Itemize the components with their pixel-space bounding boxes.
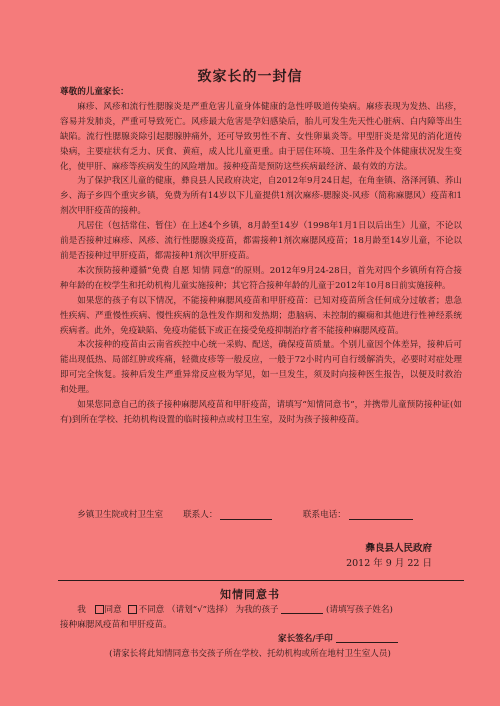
- letter-paragraph-1: 麻疹、风疹和流行性腮腺炎是严重危害儿童身体健康的急性呼吸道传染病。麻疹表现为发热、出疹，容易并发肺炎，严重可导致死亡。风疹最大危害是孕妇感染后，胎儿可发生先天性心脏病、白内障等出生缺陷。流行性腮腺炎除引起腮腺肿痛外，还可导致男性不育、女性卵巢炎等。甲型肝炎是常见的消化道传染病，主要症状有乏力、厌食、黄疸，成人比儿童更重。由于居住环境、卫生条件及个体健康状况发生变化，使甲肝、麻疹等疾病发生的风险增加。接种疫苗是预防这些疾病最经济、最有效的方法。: [60, 101, 462, 172]
- letter-paragraph-2: 为了保护我区儿童的健康，彝良县人民政府决定，自2012年9月24日起，在角奎镇、洛泽河镇、荞山乡、海子乡四个重灾乡镇，免费为所有14岁以下儿童提供1剂次麻疹-腮腺炎-风疹（简称麻腮风）疫苗和1剂次甲肝疫苗的接种。: [60, 176, 462, 217]
- agree-label: 同意: [104, 605, 122, 615]
- contact-org: 乡镇卫生院或村卫生室: [77, 510, 164, 520]
- parent-signature-field[interactable]: [336, 634, 398, 643]
- parent-signature-label: 家长签名/手印: [278, 634, 333, 644]
- letter-paragraph-5: 如果您的孩子有以下情况，不能接种麻腮风疫苗和甲肝疫苗：已知对疫苗所含任何成分过敏者；患急性疾病、严重慢性疾病、慢性疾病的急性发作期和发热期；患脑病、未控制的癫痫和其他进行性神经系统疾病者。此外，免疫缺陷、免疫功能低下或正在接受免疫抑制治疗者不能接种麻腮风疫苗。: [60, 295, 462, 336]
- consent-note: (请家长将此知情同意书交孩子所在学校、托幼机构或所在地村卫生室人员): [109, 649, 391, 659]
- child-name-field[interactable]: [281, 605, 323, 614]
- letter-paragraph-4: 本次预防接种遵循“免费 自愿 知情 同意”的原则。2012年9月24-28日，首先对四个乡镇所有符合接种年龄的在校学生和托幼机构儿童实施接种；其它符合接种年龄的儿童于2012年10月8日前实施接种。: [60, 265, 462, 291]
- letter-date: 2012 年 9 月 22 日: [346, 558, 432, 569]
- consent-suffix-text: (请填写孩子姓名): [326, 605, 393, 615]
- consent-line-2: 接种麻腮风疫苗和甲肝疫苗。: [60, 620, 172, 630]
- disagree-checkbox[interactable]: [128, 605, 137, 614]
- letter-greeting: 尊敬的儿童家长：: [60, 87, 129, 97]
- contact-line: [60, 508, 460, 520]
- contact-phone-label: 联系电话：: [302, 510, 346, 520]
- consent-title: 知情同意书: [220, 588, 280, 601]
- letter-paragraph-3: 凡居住（包括常住、暂住）在上述4个乡镇，8月龄至14岁（1998年1月1日以后出生）儿童，不论以前是否接种过麻疹、风疹、流行性腮腺炎疫苗，都需接种1剂次麻腮风疫苗；18月龄至14岁儿童，不论以前是否接种过甲肝疫苗，都需接种1剂次甲肝疫苗。: [60, 221, 462, 261]
- signer-name: 彝良县人民政府: [365, 543, 432, 554]
- parent-signature: [278, 632, 398, 644]
- letter-paragraph-6: 本次接种的疫苗由云南省疾控中心统一采购、配送，确保疫苗质量。个别儿童因个体差异，接种后可能出现低热、局部红肿或疼痛，轻微皮疹等一般反应，一般于72小时内可自行缓解消失，必要时对症处理即可完全恢复。接种后发生严重异常反应极为罕见，如一旦发生，须及时向接种医生报告，以便及时救治和处理。: [60, 340, 462, 396]
- letter-title: 致家长的一封信: [197, 69, 303, 85]
- section-divider: [58, 580, 464, 581]
- consent-mid-text: （请划“√”选择） 为我的孩子: [167, 605, 279, 615]
- consent-body: [60, 603, 465, 633]
- letter-paragraph-7: 如果您同意自己的孩子接种麻腮风疫苗和甲肝疫苗，请填写“知情同意书”，并携带儿童预防接种证(如有)到所在学校、托幼机构设置的临时接种点或村卫生室，及时为孩子接种疫苗。: [60, 400, 462, 425]
- consent-prefix: 我: [77, 605, 86, 615]
- disagree-label: 不同意: [138, 605, 165, 615]
- letter-body: [60, 85, 462, 428]
- contact-person-field[interactable]: [220, 510, 272, 520]
- agree-checkbox[interactable]: [95, 605, 104, 614]
- contact-phone-field[interactable]: [349, 510, 413, 520]
- contact-person-label: 联系人：: [183, 510, 218, 520]
- consent-line-1: [60, 603, 465, 618]
